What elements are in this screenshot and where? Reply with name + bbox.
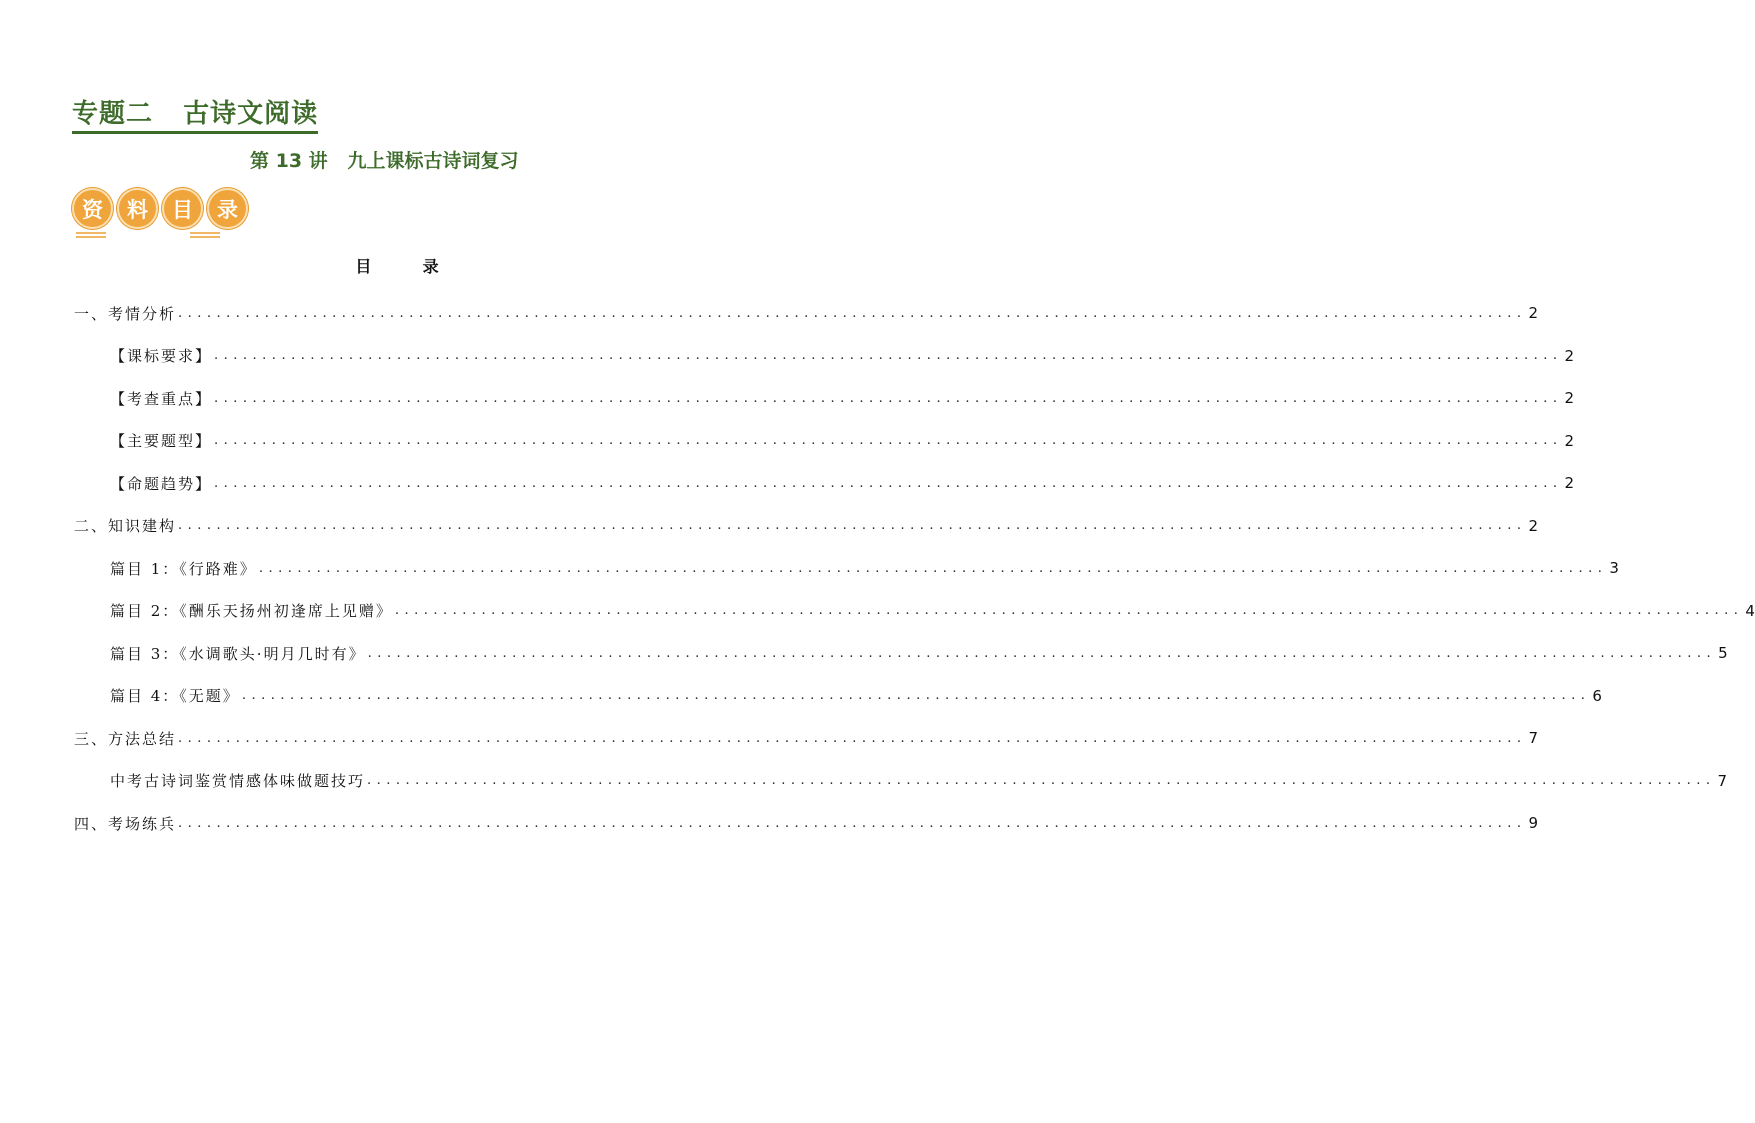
toc-entry-page: 7 (1528, 729, 1539, 748)
toc-entry-label: 【课标要求】 (110, 347, 213, 366)
toc-leader-dots: ............................................................................................................................................ (214, 475, 1563, 491)
toc-leader-dots: ............................................................................................................................................ (241, 688, 1591, 704)
toc-leader-dots: ............................................................................................................................................ (178, 730, 1527, 746)
toc-leader-dots: ............................................................................................................................................ (214, 433, 1563, 449)
toc-leader-dots: ............................................................................................................................................ (367, 645, 1717, 661)
toc-entry[interactable] (74, 547, 1619, 590)
toc-entry-label: 【主要题型】 (110, 432, 213, 451)
badge-char: 录 (207, 188, 248, 229)
toc-entry-page: 2 (1528, 304, 1539, 323)
toc-leader-dots: ............................................................................................................................................ (178, 518, 1527, 534)
toc-entry-page: 2 (1564, 389, 1575, 408)
badge-char: 目 (162, 188, 203, 229)
toc-heading-left: 目 (355, 257, 372, 276)
toc-heading (0, 254, 794, 277)
toc-heading-right: 录 (422, 257, 439, 276)
toc-entry-page: 4 (1745, 601, 1755, 620)
toc-entry[interactable] (74, 590, 1755, 633)
toc-leader-dots: ............................................................................................................................................ (394, 603, 1744, 619)
badge-underline (190, 236, 220, 238)
toc-entry-page: 3 (1609, 559, 1619, 578)
toc-leader-dots: ............................................................................................................................................ (258, 560, 1608, 576)
toc-entry-label: 【考查重点】 (110, 389, 213, 408)
badge-char: 料 (117, 188, 158, 229)
toc-entry-page: 9 (1528, 814, 1539, 833)
toc-leader-dots: ............................................................................................................................................ (367, 773, 1716, 789)
toc-leader-dots: ............................................................................................................................................ (214, 348, 1563, 364)
toc-leader-dots: ............................................................................................................................................ (178, 815, 1527, 831)
toc-entry-label: 三、方法总结 (74, 729, 177, 748)
toc-entry[interactable] (74, 632, 1728, 675)
toc-entry-page: 2 (1528, 516, 1539, 535)
toc-entry-label: 篇目 1：《行路难》 (110, 559, 257, 578)
toc-entry[interactable] (74, 377, 1575, 420)
materials-contents-badge (72, 188, 248, 240)
badge-underline (76, 236, 106, 238)
toc-entry-label: 篇目 4：《无题》 (110, 687, 240, 706)
toc-leader-dots: ............................................................................................................................................ (214, 390, 1563, 406)
toc-entry-label: 中考古诗词鉴赏情感体味做题技巧 (110, 772, 366, 791)
topic-title: 专题二 古诗文阅读 (72, 98, 318, 134)
toc-entry[interactable] (74, 292, 1539, 335)
toc-entry-label: 篇目 2：《酬乐天扬州初逢席上见赠》 (110, 602, 393, 621)
table-of-contents (74, 292, 1755, 845)
toc-entry-page: 2 (1564, 474, 1575, 493)
toc-entry[interactable] (74, 420, 1575, 463)
toc-entry-page: 7 (1717, 771, 1728, 790)
toc-entry-label: 一、考情分析 (74, 304, 177, 323)
toc-entry-label: 二、知识建构 (74, 517, 177, 536)
toc-entry[interactable] (74, 462, 1575, 505)
toc-entry-page: 5 (1718, 644, 1728, 663)
toc-entry-label: 篇目 3：《水调歌头·明月几时有》 (110, 644, 366, 663)
toc-entry-page: 2 (1564, 346, 1575, 365)
toc-entry[interactable] (74, 675, 1602, 718)
toc-entry[interactable] (74, 760, 1728, 803)
toc-leader-dots: ............................................................................................................................................ (178, 305, 1527, 321)
badge-underline (76, 232, 106, 234)
toc-entry[interactable] (74, 335, 1575, 378)
badge-char: 资 (72, 188, 113, 229)
badge-underline (190, 232, 220, 234)
toc-entry-label: 【命题趋势】 (110, 474, 213, 493)
lecture-title: 第 13 讲 九上课标古诗词复习 (250, 150, 519, 172)
toc-entry[interactable] (74, 505, 1539, 548)
toc-entry-page: 2 (1564, 431, 1575, 450)
toc-entry[interactable] (74, 802, 1539, 845)
toc-entry-page: 6 (1592, 686, 1602, 705)
toc-entry-label: 四、考场练兵 (74, 814, 177, 833)
toc-entry[interactable] (74, 717, 1539, 760)
